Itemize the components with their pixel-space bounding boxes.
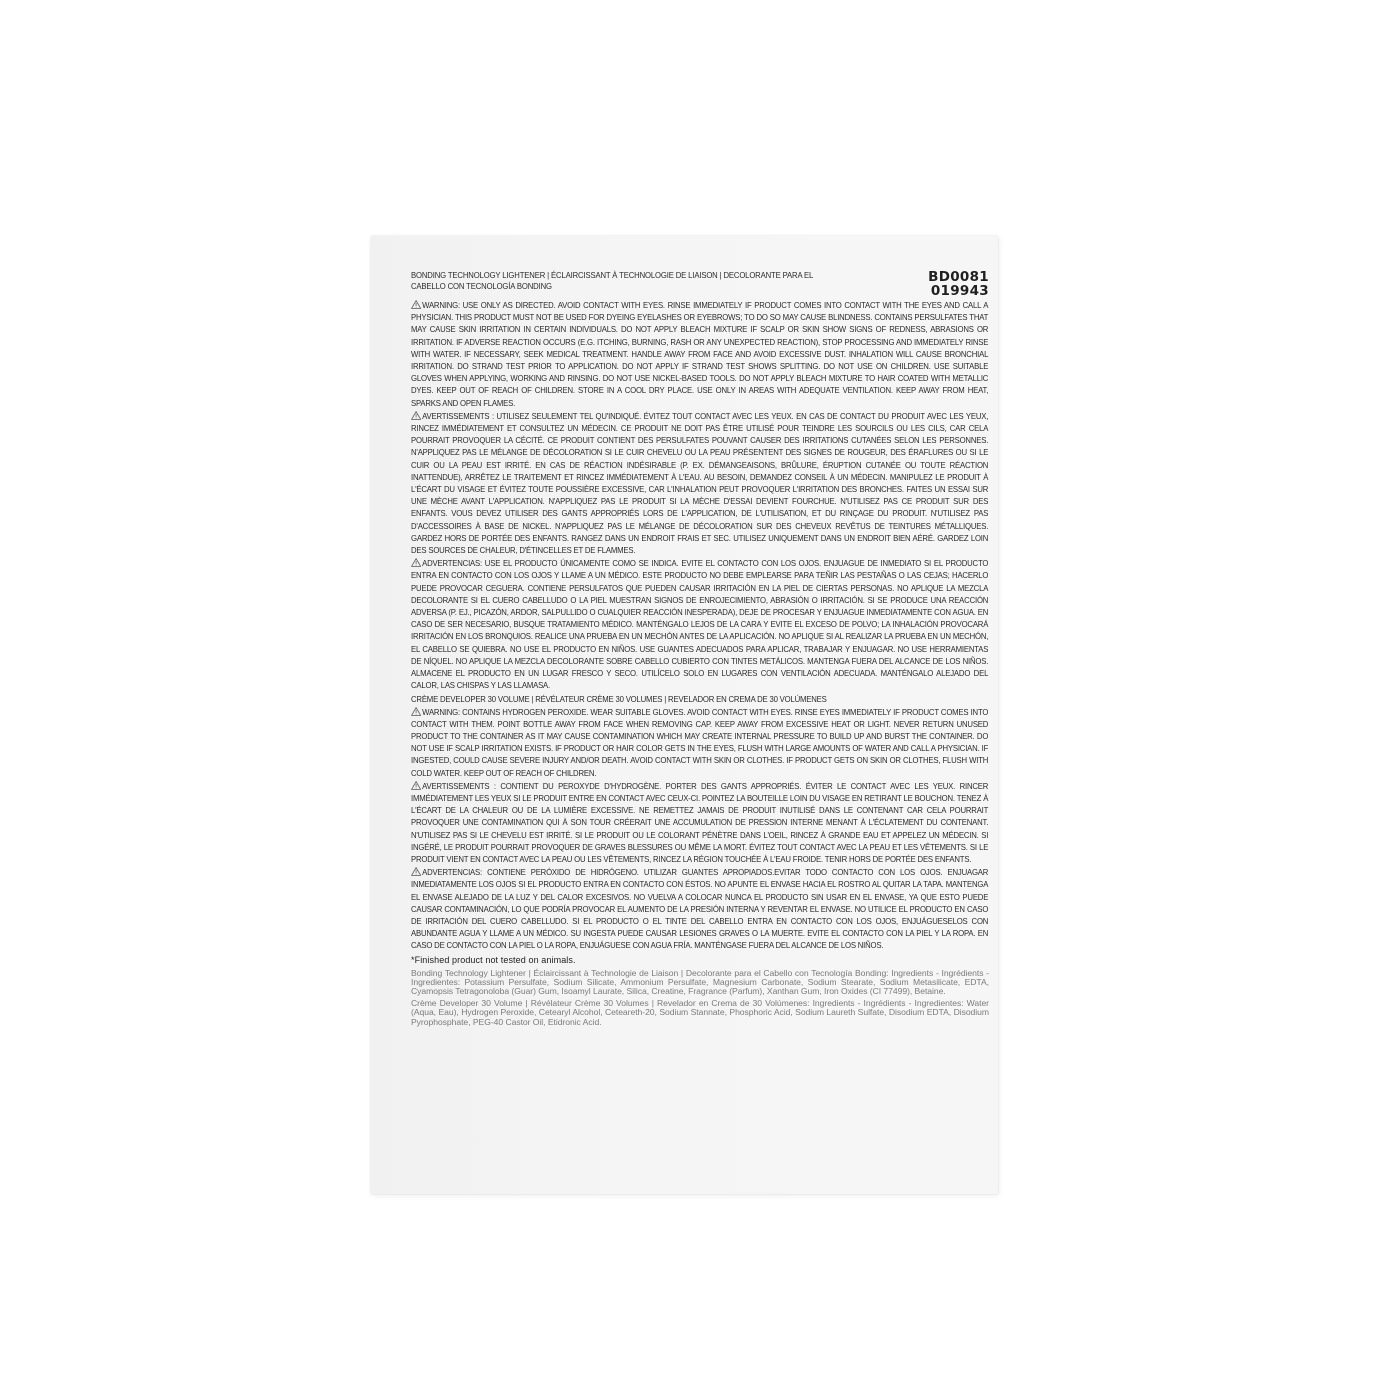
- dev-warning-fr: [411, 780, 988, 865]
- dev-warning-es-text: ADVERTENCIAS: CONTIENE PERÓXIDO DE HIDRÓGENO. UTILIZAR GUANTES APROPIADOS.EVITAR TODO CONTACTO CON LOS OJOS. ENJUAGAR INMEDIATAMENTE LOS OJOS SI EL PRODUCTO ENTRA EN CONTACTO CON ÉSTOS. NO APUNTE EL ENVASE HACIA EL ROSTRO AL QUITAR LA TAPA. MANTENGA EL ENVASE ALEJADO DE LA LUZ Y DEL CALOR EXCESIVOS. NO VUELVA A COLOCAR NUNCA EL PRODUCTO SIN USAR EN EL ENVASE, YA QUE ESTO PUEDE CAUSAR CONTAMINACIÓN, LO QUE PODRÍA PROVOCAR EL AUMENTO DE LA PRESIÓN INTERNA Y REVENTAR EL ENVASE. NO UTILICE EL PRODUCTO EN CASO DE IRRITACIÓN DEL CUERO CABELLUDO. SI EL PRODUCTO O EL TINTE DEL CABELLO ENTRA EN CONTACTO CON LOS OJOS, ENJUÁGUESELOS CON ABUNDANTE AGUA Y LLAME A UN MÉDICO. SU INGESTA PUEDE CAUSAR LESIONES GRAVES O LA MUERTE. EVITE EL CONTACTO CON LA PIEL Y LA ROPA. EN CASO DE CONTACTO CON LA PIEL O LA ROPA, ENJUÁGUESE CON AGUA FRÍA. MANTÉNGASE FUERA DEL ALCANCE DE LOS NIÑOS.: [411, 867, 989, 951]
- developer-ingredients: Crème Developer 30 Volume | Révélateur Crème 30 Volumes | Revelador en Crema de 30 Volúmenes: Ingredients - Ingrédients - Ingredientes: Water (Aqua, Eau), Hydrogen Peroxide, Cetearyl Alcohol, Ceteareth-20, Sodium Stannate, Phosphoric Acid, Sodium Laureth Sulfate, Disodium EDTA, Disodium Pyrophosphate, PEG-40 Castor Oil, Etidronic Acid.: [411, 998, 989, 1027]
- dev-warning-en: [411, 706, 988, 779]
- warning-triangle-icon: [411, 300, 421, 309]
- warning-en-text: WARNING: USE ONLY AS DIRECTED. AVOID CONTACT WITH EYES. RINSE IMMEDIATELY IF PRODUCT COMES INTO CONTACT WITH THE EYES AND CALL A PHYSICIAN. THIS PRODUCT MUST NOT BE USED FOR DYEING EYELASHES OR EYEBROWS; TO DO SO MAY CAUSE BLINDNESS. CONTAINS PERSULFATES THAT MAY CAUSE SKIN IRRITATION IN CERTAIN INDIVIDUALS. DO NOT APPLY BLEACH MIXTURE IF SCALP OR SKIN SHOW SIGNS OF REDNESS, ABRASIONS OR IRRITATION. IF ADVERSE REACTION OCCURS (E.G. ITCHING, BURNING, RASH OR ANY UNEXPECTED REACTION), STOP PROCESSING AND IMMEDIATELY RINSE WITH WATER. IF NECESSARY, SEEK MEDICAL TREATMENT. HANDLE AWAY FROM FACE AND AVOID EXCESSIVE DUST. INHALATION WILL CAUSE BRONCHIAL IRRITATION. DO STRAND TEST PRIOR TO APPLICATION. DO NOT APPLY IF STRAND TEST SHOWS SPLITTING. DO NOT USE ON CHILDREN. USE SUITABLE GLOVES WHEN APPLYING, WORKING AND RINSING. DO NOT USE NICKEL-BASED TOOLS. DO NOT APPLY BLEACH MIXTURE TO HAIR COATED WITH METALLIC DYES. KEEP OUT OF REACH OF CHILDREN. STORE IN A COOL DRY PLACE. USE ONLY IN AREAS WITH ADEQUATE VENTILATION. KEEP AWAY FROM HEAT, SPARKS AND OPEN FLAMES.: [411, 300, 989, 408]
- label-header: [411, 270, 989, 298]
- warning-fr: [411, 410, 988, 556]
- product-code-2: 019943: [930, 283, 989, 299]
- warning-triangle-icon: [411, 781, 421, 790]
- animal-testing-note: *Finished product not tested on animals.: [411, 954, 576, 965]
- lightener-warnings: [411, 299, 989, 692]
- warning-es: [411, 557, 988, 691]
- product-code-1: BD0081: [928, 269, 989, 285]
- label-panel: [411, 270, 989, 1027]
- dev-warning-en-text: WARNING: CONTAINS HYDROGEN PEROXIDE. WEAR SUITABLE GLOVES. AVOID CONTACT WITH EYES. RINSE EYES IMMEDIATELY IF PRODUCT COMES INTO CONTACT WITH THEM. POINT BOTTLE AWAY FROM FACE WHEN REMOVING CAP. KEEP AWAY FROM EXCESSIVE HEAT OR LIGHT. NEVER RETURN UNUSED PRODUCT TO THE CONTAINER AS IT MAY CAUSE CONTAMINATION WHICH MAY CREATE INTERNAL PRESSURE TO BUILD UP AND BURST THE CONTAINER. DO NOT USE IF SCALP IRRITATION EXISTS. IF PRODUCT OR HAIR COLOR GETS IN THE EYES, FLUSH WITH LARGE AMOUNTS OF WATER AND CALL A PHYSICIAN. IF INGESTED, COULD CAUSE SEVERE INJURY AND/OR DEATH. AVOID CONTACT WITH SKIN OR CLOTHES. IF PRODUCT GETS ON SKIN OR CLOTHES, FLUSH WITH COLD WATER. KEEP OUT OF REACH OF CHILDREN.: [411, 706, 989, 778]
- warning-es-text: ADVERTENCIAS: USE EL PRODUCTO ÚNICAMENTE COMO SE INDICA. EVITE EL CONTACTO CON LOS OJOS. ENJUAGUE DE INMEDIATO SI EL PRODUCTO ENTRA EN CONTACTO CON LOS OJOS Y LLAME A UN MÉDICO. ESTE PRODUCTO NO DEBE EMPLEARSE PARA TEÑIR LAS PESTAÑAS O LAS CEJAS; HACERLO PUEDE PROVOCAR CEGUERA. CONTIENE PERSULFATOS QUE PUEDEN CAUSAR IRRITACIÓN EN LA PIEL DE CIERTAS PERSONAS. NO APLIQUE LA MEZCLA DECOLORANTE SI EL CUERO CABELLUDO O LA PIEL MUESTRAN SIGNOS DE ENROJECIMIENTO, ABRASIÓN O IRRITACIÓN. SI SE PRODUCE UNA REACCIÓN ADVERSA (P. EJ., PICAZÓN, ARDOR, SALPULLIDO O CUALQUIER REACCIÓN INESPERADA), DEJE DE PROCESAR Y ENJUAGUE INMEDIATAMENTE CON AGUA. EN CASO DE SER NECESARIO, BUSQUE TRATAMIENTO MÉDICO. MANTÉNGALO LEJOS DE LA CARA Y EVITE EL EXCESO DE POLVO; LA INHALACIÓN PROVOCARÁ IRRITACIÓN EN LOS BRONQUIOS. REALICE UNA PRUEBA EN UN MECHÓN ANTES DE LA APLICACIÓN. NO APLIQUE SI AL REALIZAR LA PRUEBA EN UN MECHÓN, EL CABELLO SE QUIEBRA. NO USE EL PRODUCTO EN NIÑOS. USE GUANTES ADECUADOS PARA APLICAR, TRABAJAR Y ENJUAGAR. NO USE HERRAMIENTAS DE NÍQUEL. NO APLIQUE LA MEZCLA DECOLORANTE SOBRE CABELLO CUBIERTO CON TINTES METÁLICOS. MANTENGA FUERA DEL ALCANCE DE LOS NIÑOS. ALMACENE EL PRODUCTO EN UN LUGAR FRESCO Y SECO. UTILÍCELO SOLO EN LUGARES CON VENTILACIÓN ADECUADA. MANTÉNGALO ALEJADO DEL CALOR, LAS CHISPAS Y LAS LLAMASA.: [411, 558, 989, 691]
- dev-warning-es: [411, 866, 988, 951]
- warning-triangle-icon: [411, 867, 421, 876]
- lightener-title: BONDING TECHNOLOGY LIGHTENER | ÉCLAIRCISSANT À TECHNOLOGIE DE LIAISON | DECOLORANTE PARA EL CABELLO CON TECNOLOGÍA BONDING: [411, 270, 813, 291]
- developer-title: CRÈME DEVELOPER 30 VOLUME | RÉVÉLATEUR CRÈME 30 VOLUMES | REVELADOR EN CREMA DE 30 VOLÚMENES: [411, 693, 827, 704]
- dev-warning-fr-text: AVERTISSEMENTS : CONTIENT DU PEROXYDE D'HYDROGÈNE. PORTER DES GANTS APPROPRIÉS. ÉVITER LE CONTACT AVEC LES YEUX. RINCER IMMÉDIATEMENT LES YEUX SI LE PRODUIT ENTRE EN CONTACT AVEC CEUX-CI. POINTEZ LA BOUTEILLE LOIN DU VISAGE EN RETIRANT LE BOUCHON. TENEZ À L'ÉCART DE LA CHALEUR OU DE LA LUMIÈRE EXCESSIVE. NE REMETTEZ JAMAIS DE PRODUIT INUTILISÉ DANS LE CONTENANT CAR CELA POURRAIT PROVOQUER UNE CONTAMINATION QUI À SON TOUR CRÉERAIT UNE ACCUMULATION DE PRESSION INTERNE MENANT À L'ÉCLATEMENT DU CONTENANT. N'UTILISEZ PAS SI LE CHEVELU EST IRRITÉ. SI LE PRODUIT OU LE COLORANT PÉNÈTRE DANS L'OEIL, RINCEZ À GRANDE EAU ET APPELEZ UN MÉDECIN. SI INGÉRÉ, LE PRODUIT POURRAIT PROVOQUER DE GRAVES BLESSURES OU MÊME LA MORT. ÉVITEZ TOUT CONTACT AVEC LA PEAU ET LES VÊTEMENTS. SI LE PRODUIT VIENT EN CONTACT AVEC LA PEAU OU LES VÊTEMENTS, RINCEZ LA RÉGION TOUCHÉE À L'EAU FROIDE. TENIR HORS DE PORTÉE DES ENFANTS.: [411, 780, 989, 864]
- product-box-back: [371, 236, 998, 1194]
- warning-fr-text: AVERTISSEMENTS : UTILISEZ SEULEMENT TEL QU'INDIQUÉ. ÉVITEZ TOUT CONTACT AVEC LES YEUX. EN CAS DE CONTACT DU PRODUIT AVEC LES YEUX, RINCEZ IMMÉDIATEMENT ET CONSULTEZ UN MÉDECIN. CE PRODUIT NE DOIT PAS ÊTRE UTILISÉ POUR TEINDRE LES SOURCILS OU LES CILS, CAR CELA POURRAIT PROVOQUER LA CÉCITÉ. CE PRODUIT CONTIENT DES PERSULFATES POUVANT CAUSER DES IRRITATIONS CUTANÉES SELON LES PERSONNES. N'APPLIQUEZ PAS LE MÉLANGE DE DÉCOLORATION SI LE CUIR CHEVELU OU LA PEAU PRÉSENTENT DES SIGNES DE ROUGEUR, DES ÉRAFLURES OU SI LE CUIR OU LA PEAU EST IRRITÉ. EN CAS DE RÉACTION INDÉSIRABLE (P. EX. DÉMANGEAISONS, BRÛLURE, ÉRUPTION CUTANÉE OU TOUTE RÉACTION INATTENDUE), ARRÊTEZ LE TRAITEMENT ET RINCEZ IMMÉDIATEMENT À L'EAU. AU BESOIN, DEMANDEZ CONSEIL À UN MÉDECIN. MANIPULEZ LE PRODUIT À L'ÉCART DU VISAGE ET ÉVITEZ TOUTE POUSSIÈRE EXCESSIVE, CAR L'INHALATION PEUT PROVOQUER L'IRRITATION DES BRONCHES. FAITES UN ESSAI SUR UNE MÈCHE AVANT L'APPLICATION. N'APPLIQUEZ PAS LE PRODUIT SI LA MÈCHE D'ESSAI DEVIENT FOURCHUE. N'UTILISEZ PAS CE PRODUIT SUR DES ENFANTS. VOUS DEVEZ UTILISER DES GANTS APPROPRIÉS LORS DE L'APPLICATION, DE L'UTILISATION, ET DU RINÇAGE DU PRODUIT. N'UTILISEZ PAS D'ACCESSOIRES À BASE DE NICKEL. N'APPLIQUEZ PAS LE MÉLANGE DE DÉCOLORATION SUR DES CHEVEUX REVÊTUS DE TEINTURES MÉTALLIQUES. GARDEZ HORS DE PORTÉE DES ENFANTS. RANGEZ DANS UN ENDROIT FRAIS ET SEC. UTILISEZ UNIQUEMENT DANS UN ENDROIT BIEN AÉRÉ. GARDEZ LOIN DES SOURCES DE CHALEUR, D'ÉTINCELLES ET DE FLAMMES.: [411, 410, 989, 556]
- product-codes: [928, 270, 989, 298]
- warning-triangle-icon: [411, 558, 421, 567]
- lightener-ingredients: Bonding Technology Lightener | Éclaircissant à Technologie de Liaison | Decolorante para el Cabello con Tecnología Bonding: Ingredients - Ingrédients - Ingredientes: Potassium Persulfate, Sodium Silicate, Ammonium Persulfate, Magnesium Carbonate, Sodium Stearate, Sodium Metasilicate, EDTA, Cyamopsis Tetragonoloba (Guar) Gum, Isoamyl Laurate, Silica, Creatine, Fragrance (Parfum), Xanthan Gum, Iron Oxides (CI 77499), Betaine.: [411, 967, 989, 996]
- warning-triangle-icon: [411, 707, 421, 716]
- developer-warnings: [411, 706, 989, 952]
- warning-triangle-icon: [411, 411, 421, 420]
- warning-en: [411, 299, 988, 409]
